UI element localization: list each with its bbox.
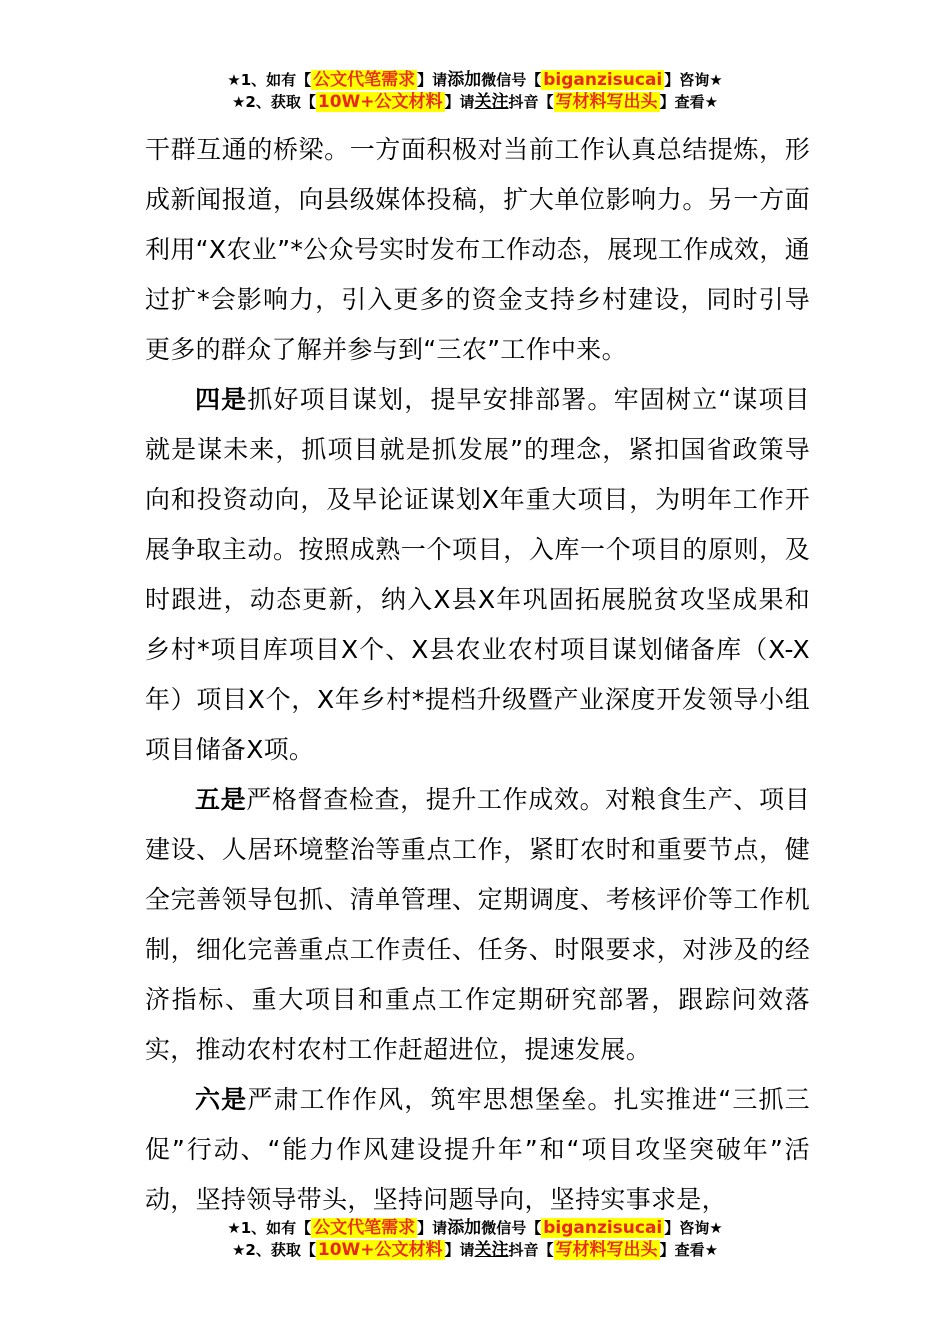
paragraph-item-4 <box>145 375 810 775</box>
paragraph-text: 严格督查检查，提升工作成效。对粮食生产、项目建设、人居环境整治等重点工作，紧盯农时和重要节点，健全完善领导包抓、清单管理、定期调度、考核评价等工作机制，细化完善重点工作责任、任务、时限要求，对涉及的经济指标、重大项目和重点工作定期研究部署，跟踪问效落实，推动农村农村工作赶超进位，提速发展。 <box>145 785 810 1064</box>
highlight-wechat-id: biganzisucai <box>543 1218 663 1238</box>
banner-text: 抖音【 <box>508 1241 554 1259</box>
paragraph-text: 抓好项目谋划，提早安排部署。牢固树立“谋项目就是谋未来，抓项目就是抓发展”的理念，紧扣国省政策导向和投资动向，及早论证谋划X年重大项目，为明年工作开展争取主动。按照成熟一个项目，入库一个项目的原则，及时跟进，动态更新，纳入X县X年巩固拓展脱贫攻坚成果和乡村*项目库项目X个、X县农业农村项目谋划储备库（X-X年）项目X个，X年乡村*提档升级暨产业深度开发领导小组项目储备X项。 <box>145 385 810 764</box>
paragraph-text: 干群互通的桥梁。一方面积极对当前工作认真总结提炼，形成新闻报道，向县级媒体投稿，扩大单位影响力。另一方面利用“X农业”*公众号实时发布工作动态，展现工作成效，通过扩*会影响力，引入更多的资金支持乡村建设，同时引导更多的群众了解并参与到“三农”工作中来。 <box>145 135 810 364</box>
highlight-materials: 10W+公文材料 <box>317 92 443 112</box>
banner-emphasis: 关注 <box>474 92 509 112</box>
paragraph-text: 严肃工作作风，筑牢思想堡垒。扎实推进“三抓三促”行动、“能力作风建设提升年”和“项目攻坚突破年”活动，坚持领导带头，坚持问题导向，坚持实事求是， <box>145 1085 810 1214</box>
banner-text: 】查看★ <box>659 1241 719 1259</box>
banner-text: ★1、如有【 <box>227 71 312 89</box>
highlight-service: 公文代笔需求 <box>313 70 416 90</box>
highlight-douyin-id: 写材料写出头 <box>555 1240 658 1260</box>
highlight-wechat-id: biganzisucai <box>543 70 663 90</box>
banner-emphasis: 关注 <box>474 1240 509 1260</box>
banner-text: 微信号【 <box>481 1219 542 1237</box>
banner-text: 】请 <box>417 1219 448 1237</box>
footer-banner <box>0 1217 950 1261</box>
banner-text: 微信号【 <box>481 71 542 89</box>
paragraph-lead: 四是 <box>195 385 248 414</box>
banner-text: 】咨询★ <box>664 1219 723 1237</box>
banner-text: 】查看★ <box>659 93 719 111</box>
banner-line-1 <box>0 69 950 91</box>
banner-text: ★2、获取【 <box>231 93 316 111</box>
banner-emphasis: 添加 <box>447 70 482 90</box>
banner-line-1 <box>0 1217 950 1239</box>
paragraph-item-6 <box>145 1075 810 1225</box>
banner-text: 】请 <box>444 93 475 111</box>
highlight-service: 公文代笔需求 <box>313 1218 416 1238</box>
paragraph-continued <box>145 125 810 375</box>
banner-line-2 <box>0 1239 950 1261</box>
banner-text: 抖音【 <box>508 93 554 111</box>
banner-text: 】请 <box>444 1241 475 1259</box>
banner-emphasis: 添加 <box>447 1218 482 1238</box>
header-banner <box>0 69 950 113</box>
banner-text: ★2、获取【 <box>231 1241 316 1259</box>
document-body <box>145 125 810 1225</box>
banner-text: 】咨询★ <box>664 71 723 89</box>
paragraph-lead: 五是 <box>195 785 247 814</box>
banner-text: ★1、如有【 <box>227 1219 312 1237</box>
banner-text: 】请 <box>417 71 448 89</box>
highlight-materials: 10W+公文材料 <box>317 1240 443 1260</box>
paragraph-item-5 <box>145 775 810 1075</box>
highlight-douyin-id: 写材料写出头 <box>555 92 658 112</box>
banner-line-2 <box>0 91 950 113</box>
paragraph-lead: 六是 <box>195 1085 248 1114</box>
